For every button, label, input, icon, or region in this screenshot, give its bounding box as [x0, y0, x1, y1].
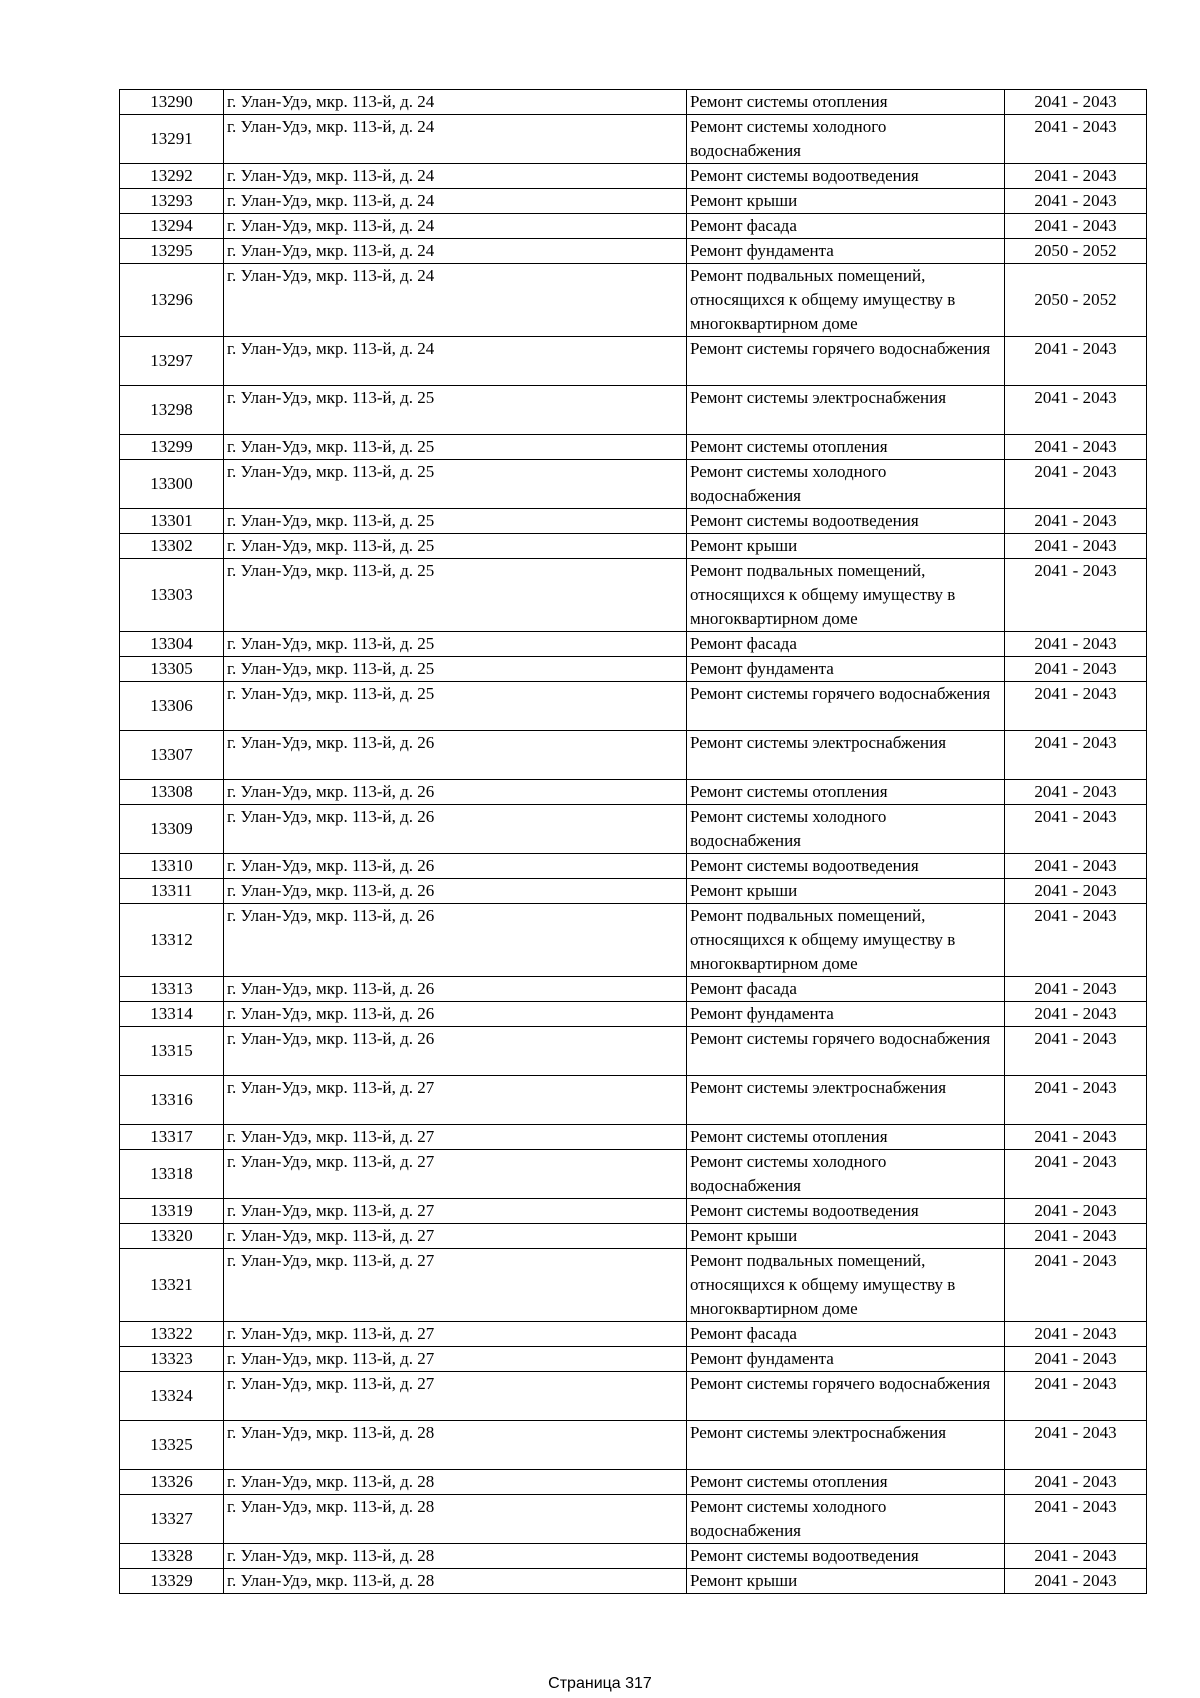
- row-work-type: Ремонт системы электроснабжения: [687, 1076, 1005, 1125]
- row-work-type: Ремонт фасада: [687, 214, 1005, 239]
- row-work-type: Ремонт крыши: [687, 1224, 1005, 1249]
- row-address: г. Улан-Удэ, мкр. 113-й, д. 28: [224, 1544, 687, 1569]
- row-number: 13303: [120, 559, 224, 632]
- row-work-type: Ремонт системы холодного водоснабжения: [687, 1495, 1005, 1544]
- row-number: 13314: [120, 1002, 224, 1027]
- row-address: г. Улан-Удэ, мкр. 113-й, д. 25: [224, 682, 687, 731]
- row-work-type: Ремонт системы отопления: [687, 1470, 1005, 1495]
- row-address: г. Улан-Удэ, мкр. 113-й, д. 25: [224, 559, 687, 632]
- row-years: 2041 - 2043: [1005, 460, 1147, 509]
- table-row: [120, 1150, 1147, 1199]
- table-row: [120, 214, 1147, 239]
- row-years: 2041 - 2043: [1005, 731, 1147, 780]
- row-address: г. Улан-Удэ, мкр. 113-й, д. 24: [224, 337, 687, 386]
- row-address: г. Улан-Удэ, мкр. 113-й, д. 27: [224, 1322, 687, 1347]
- row-number: 13324: [120, 1372, 224, 1421]
- table-row: [120, 780, 1147, 805]
- table-row: [120, 460, 1147, 509]
- table-row: [120, 90, 1147, 115]
- row-years: 2041 - 2043: [1005, 780, 1147, 805]
- table-row: [120, 879, 1147, 904]
- row-address: г. Улан-Удэ, мкр. 113-й, д. 27: [224, 1125, 687, 1150]
- table-row: [120, 1569, 1147, 1594]
- row-number: 13299: [120, 435, 224, 460]
- row-work-type: Ремонт системы холодного водоснабжения: [687, 460, 1005, 509]
- row-years: 2041 - 2043: [1005, 1199, 1147, 1224]
- row-work-type: Ремонт системы отопления: [687, 1125, 1005, 1150]
- row-work-type: Ремонт системы электроснабжения: [687, 731, 1005, 780]
- table-row: [120, 632, 1147, 657]
- table-row: [120, 904, 1147, 977]
- row-years: 2041 - 2043: [1005, 1470, 1147, 1495]
- row-work-type: Ремонт фундамента: [687, 1347, 1005, 1372]
- row-address: г. Улан-Удэ, мкр. 113-й, д. 26: [224, 977, 687, 1002]
- table-row: [120, 1002, 1147, 1027]
- row-address: г. Улан-Удэ, мкр. 113-й, д. 27: [224, 1224, 687, 1249]
- row-years: 2041 - 2043: [1005, 1249, 1147, 1322]
- row-number: 13294: [120, 214, 224, 239]
- row-years: 2041 - 2043: [1005, 337, 1147, 386]
- row-address: г. Улан-Удэ, мкр. 113-й, д. 26: [224, 904, 687, 977]
- row-years: 2050 - 2052: [1005, 239, 1147, 264]
- row-address: г. Улан-Удэ, мкр. 113-й, д. 25: [224, 657, 687, 682]
- row-number: 13311: [120, 879, 224, 904]
- row-address: г. Улан-Удэ, мкр. 113-й, д. 27: [224, 1150, 687, 1199]
- row-address: г. Улан-Удэ, мкр. 113-й, д. 27: [224, 1372, 687, 1421]
- row-address: г. Улан-Удэ, мкр. 113-й, д. 26: [224, 854, 687, 879]
- row-work-type: Ремонт фундамента: [687, 657, 1005, 682]
- table-row: [120, 264, 1147, 337]
- row-work-type: Ремонт системы горячего водоснабжения: [687, 1027, 1005, 1076]
- row-number: 13320: [120, 1224, 224, 1249]
- row-number: 13328: [120, 1544, 224, 1569]
- row-number: 13326: [120, 1470, 224, 1495]
- table-row: [120, 559, 1147, 632]
- table-row: [120, 115, 1147, 164]
- table-row: [120, 1421, 1147, 1470]
- row-number: 13292: [120, 164, 224, 189]
- row-work-type: Ремонт системы водоотведения: [687, 164, 1005, 189]
- row-number: 13309: [120, 805, 224, 854]
- row-years: 2041 - 2043: [1005, 1150, 1147, 1199]
- row-years: 2041 - 2043: [1005, 559, 1147, 632]
- row-years: 2041 - 2043: [1005, 805, 1147, 854]
- row-work-type: Ремонт подвальных помещений, относящихся к общему имуществу в многоквартирном доме: [687, 559, 1005, 632]
- row-years: 2041 - 2043: [1005, 435, 1147, 460]
- row-address: г. Улан-Удэ, мкр. 113-й, д. 26: [224, 780, 687, 805]
- row-address: г. Улан-Удэ, мкр. 113-й, д. 24: [224, 115, 687, 164]
- row-address: г. Улан-Удэ, мкр. 113-й, д. 27: [224, 1347, 687, 1372]
- row-number: 13300: [120, 460, 224, 509]
- row-work-type: Ремонт крыши: [687, 879, 1005, 904]
- table-row: [120, 386, 1147, 435]
- table-row: [120, 189, 1147, 214]
- row-years: 2041 - 2043: [1005, 1347, 1147, 1372]
- row-years: 2041 - 2043: [1005, 657, 1147, 682]
- table-row: [120, 435, 1147, 460]
- table-row: [120, 1076, 1147, 1125]
- row-years: 2041 - 2043: [1005, 1372, 1147, 1421]
- row-address: г. Улан-Удэ, мкр. 113-й, д. 28: [224, 1421, 687, 1470]
- row-years: 2041 - 2043: [1005, 977, 1147, 1002]
- table-row: [120, 1027, 1147, 1076]
- row-number: 13302: [120, 534, 224, 559]
- row-years: 2041 - 2043: [1005, 1421, 1147, 1470]
- table-row: [120, 337, 1147, 386]
- row-address: г. Улан-Удэ, мкр. 113-й, д. 28: [224, 1470, 687, 1495]
- row-years: 2041 - 2043: [1005, 214, 1147, 239]
- row-years: 2041 - 2043: [1005, 632, 1147, 657]
- row-work-type: Ремонт системы водоотведения: [687, 509, 1005, 534]
- table-row: [120, 1199, 1147, 1224]
- row-years: 2041 - 2043: [1005, 509, 1147, 534]
- row-number: 13322: [120, 1322, 224, 1347]
- row-address: г. Улан-Удэ, мкр. 113-й, д. 24: [224, 264, 687, 337]
- table-row: [120, 1470, 1147, 1495]
- row-number: 13308: [120, 780, 224, 805]
- row-address: г. Улан-Удэ, мкр. 113-й, д. 26: [224, 1027, 687, 1076]
- page-number: Страница 317: [548, 1675, 652, 1692]
- table-row: [120, 682, 1147, 731]
- row-years: 2041 - 2043: [1005, 1076, 1147, 1125]
- row-work-type: Ремонт системы горячего водоснабжения: [687, 682, 1005, 731]
- row-years: 2041 - 2043: [1005, 1027, 1147, 1076]
- row-address: г. Улан-Удэ, мкр. 113-й, д. 27: [224, 1076, 687, 1125]
- row-work-type: Ремонт системы водоотведения: [687, 854, 1005, 879]
- row-years: 2041 - 2043: [1005, 854, 1147, 879]
- table-row: [120, 1125, 1147, 1150]
- row-number: 13318: [120, 1150, 224, 1199]
- row-years: 2041 - 2043: [1005, 879, 1147, 904]
- row-number: 13306: [120, 682, 224, 731]
- repair-schedule-table: [119, 89, 1147, 1594]
- row-work-type: Ремонт подвальных помещений, относящихся к общему имуществу в многоквартирном доме: [687, 904, 1005, 977]
- row-years: 2041 - 2043: [1005, 682, 1147, 731]
- row-work-type: Ремонт системы холодного водоснабжения: [687, 1150, 1005, 1199]
- row-address: г. Улан-Удэ, мкр. 113-й, д. 28: [224, 1569, 687, 1594]
- row-number: 13298: [120, 386, 224, 435]
- row-years: 2050 - 2052: [1005, 264, 1147, 337]
- row-address: г. Улан-Удэ, мкр. 113-й, д. 25: [224, 460, 687, 509]
- row-number: 13323: [120, 1347, 224, 1372]
- row-work-type: Ремонт фундамента: [687, 239, 1005, 264]
- row-address: г. Улан-Удэ, мкр. 113-й, д. 27: [224, 1249, 687, 1322]
- row-number: 13301: [120, 509, 224, 534]
- table-row: [120, 239, 1147, 264]
- row-work-type: Ремонт системы холодного водоснабжения: [687, 115, 1005, 164]
- row-work-type: Ремонт системы отопления: [687, 435, 1005, 460]
- table-row: [120, 1347, 1147, 1372]
- table-row: [120, 1322, 1147, 1347]
- table-row: [120, 509, 1147, 534]
- table-row: [120, 1495, 1147, 1544]
- row-work-type: Ремонт фундамента: [687, 1002, 1005, 1027]
- row-address: г. Улан-Удэ, мкр. 113-й, д. 25: [224, 534, 687, 559]
- row-years: 2041 - 2043: [1005, 1495, 1147, 1544]
- row-number: 13313: [120, 977, 224, 1002]
- row-address: г. Улан-Удэ, мкр. 113-й, д. 26: [224, 805, 687, 854]
- table-row: [120, 977, 1147, 1002]
- table-row: [120, 1372, 1147, 1421]
- row-number: 13295: [120, 239, 224, 264]
- table-body: [120, 90, 1147, 1594]
- row-number: 13310: [120, 854, 224, 879]
- row-work-type: Ремонт фасада: [687, 977, 1005, 1002]
- row-number: 13329: [120, 1569, 224, 1594]
- row-work-type: Ремонт системы водоотведения: [687, 1199, 1005, 1224]
- row-number: 13305: [120, 657, 224, 682]
- row-address: г. Улан-Удэ, мкр. 113-й, д. 26: [224, 1002, 687, 1027]
- row-number: 13293: [120, 189, 224, 214]
- row-years: 2041 - 2043: [1005, 1544, 1147, 1569]
- row-years: 2041 - 2043: [1005, 904, 1147, 977]
- row-number: 13304: [120, 632, 224, 657]
- table-row: [120, 805, 1147, 854]
- row-number: 13290: [120, 90, 224, 115]
- row-years: 2041 - 2043: [1005, 1569, 1147, 1594]
- row-work-type: Ремонт крыши: [687, 1569, 1005, 1594]
- row-work-type: Ремонт системы горячего водоснабжения: [687, 1372, 1005, 1421]
- row-years: 2041 - 2043: [1005, 1224, 1147, 1249]
- row-work-type: Ремонт подвальных помещений, относящихся к общему имуществу в многоквартирном доме: [687, 1249, 1005, 1322]
- row-number: 13321: [120, 1249, 224, 1322]
- row-number: 13307: [120, 731, 224, 780]
- row-number: 13316: [120, 1076, 224, 1125]
- row-address: г. Улан-Удэ, мкр. 113-й, д. 25: [224, 435, 687, 460]
- row-number: 13325: [120, 1421, 224, 1470]
- row-work-type: Ремонт системы водоотведения: [687, 1544, 1005, 1569]
- table-row: [120, 1544, 1147, 1569]
- row-address: г. Улан-Удэ, мкр. 113-й, д. 26: [224, 731, 687, 780]
- row-address: г. Улан-Удэ, мкр. 113-й, д. 28: [224, 1495, 687, 1544]
- row-work-type: Ремонт фасада: [687, 1322, 1005, 1347]
- row-address: г. Улан-Удэ, мкр. 113-й, д. 24: [224, 164, 687, 189]
- row-years: 2041 - 2043: [1005, 115, 1147, 164]
- row-work-type: Ремонт системы электроснабжения: [687, 1421, 1005, 1470]
- row-years: 2041 - 2043: [1005, 386, 1147, 435]
- row-number: 13317: [120, 1125, 224, 1150]
- row-years: 2041 - 2043: [1005, 90, 1147, 115]
- row-work-type: Ремонт подвальных помещений, относящихся к общему имуществу в многоквартирном доме: [687, 264, 1005, 337]
- row-number: 13319: [120, 1199, 224, 1224]
- table-row: [120, 854, 1147, 879]
- row-work-type: Ремонт крыши: [687, 189, 1005, 214]
- row-address: г. Улан-Удэ, мкр. 113-й, д. 24: [224, 239, 687, 264]
- row-years: 2041 - 2043: [1005, 1002, 1147, 1027]
- row-work-type: Ремонт системы холодного водоснабжения: [687, 805, 1005, 854]
- row-number: 13291: [120, 115, 224, 164]
- row-number: 13297: [120, 337, 224, 386]
- row-address: г. Улан-Удэ, мкр. 113-й, д. 25: [224, 632, 687, 657]
- row-years: 2041 - 2043: [1005, 164, 1147, 189]
- table-row: [120, 534, 1147, 559]
- row-address: г. Улан-Удэ, мкр. 113-й, д. 24: [224, 90, 687, 115]
- table-row: [120, 657, 1147, 682]
- table-row: [120, 1224, 1147, 1249]
- row-number: 13296: [120, 264, 224, 337]
- row-address: г. Улан-Удэ, мкр. 113-й, д. 25: [224, 386, 687, 435]
- row-address: г. Улан-Удэ, мкр. 113-й, д. 24: [224, 214, 687, 239]
- row-address: г. Улан-Удэ, мкр. 113-й, д. 26: [224, 879, 687, 904]
- row-address: г. Улан-Удэ, мкр. 113-й, д. 24: [224, 189, 687, 214]
- row-work-type: Ремонт системы электроснабжения: [687, 386, 1005, 435]
- row-work-type: Ремонт системы отопления: [687, 90, 1005, 115]
- row-work-type: Ремонт системы отопления: [687, 780, 1005, 805]
- row-years: 2041 - 2043: [1005, 189, 1147, 214]
- row-years: 2041 - 2043: [1005, 534, 1147, 559]
- row-work-type: Ремонт крыши: [687, 534, 1005, 559]
- table-row: [120, 731, 1147, 780]
- row-years: 2041 - 2043: [1005, 1125, 1147, 1150]
- row-work-type: Ремонт фасада: [687, 632, 1005, 657]
- row-address: г. Улан-Удэ, мкр. 113-й, д. 27: [224, 1199, 687, 1224]
- row-years: 2041 - 2043: [1005, 1322, 1147, 1347]
- table-row: [120, 164, 1147, 189]
- table-row: [120, 1249, 1147, 1322]
- row-number: 13327: [120, 1495, 224, 1544]
- row-number: 13315: [120, 1027, 224, 1076]
- row-number: 13312: [120, 904, 224, 977]
- row-address: г. Улан-Удэ, мкр. 113-й, д. 25: [224, 509, 687, 534]
- row-work-type: Ремонт системы горячего водоснабжения: [687, 337, 1005, 386]
